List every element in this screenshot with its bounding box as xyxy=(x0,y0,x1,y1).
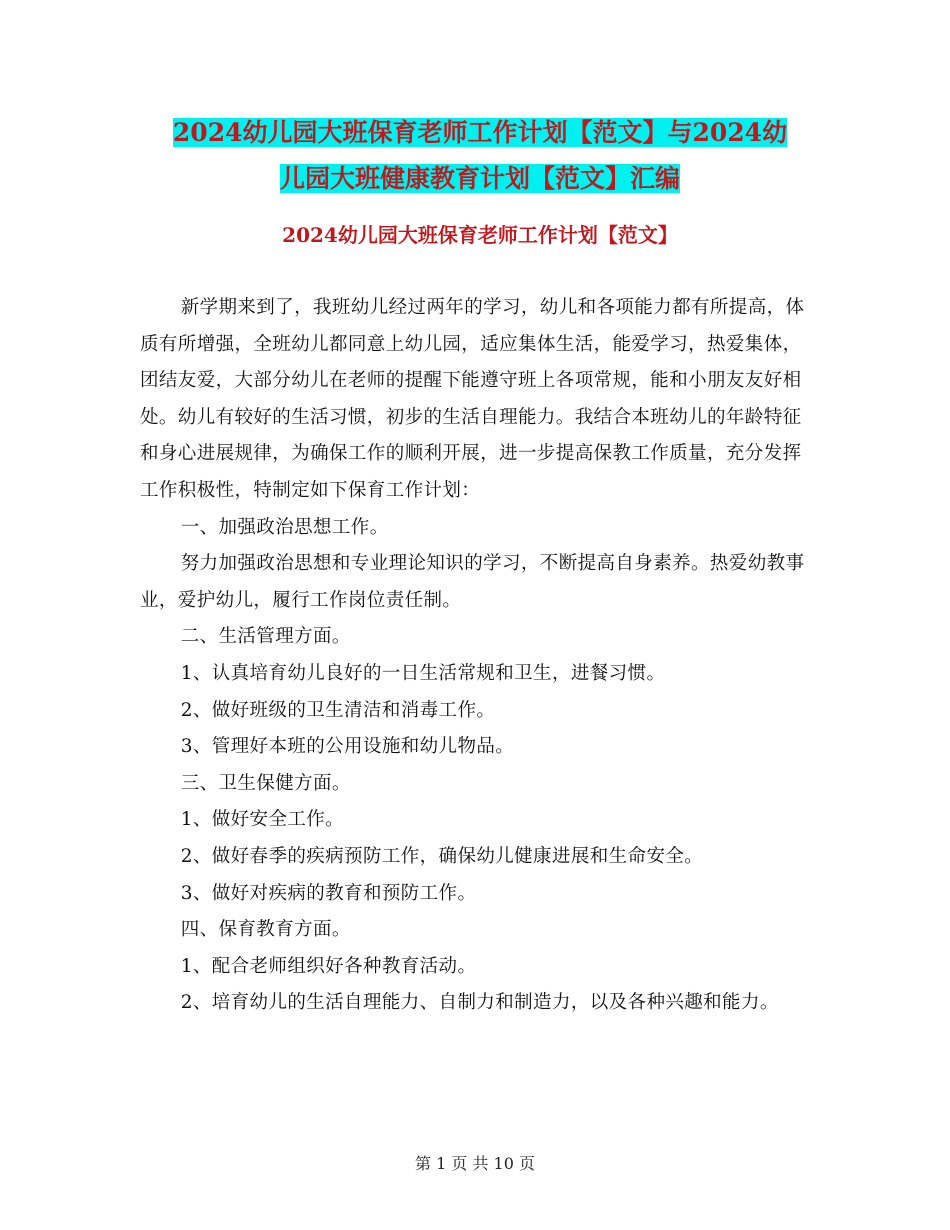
document-main-title xyxy=(140,110,820,202)
paragraph: 1、认真培育幼儿良好的一日生活常规和卫生，进餐习惯。 xyxy=(180,662,666,684)
page-footer: 第 1 页 共 10 页 xyxy=(415,1154,535,1173)
paragraph: 一、加强政治思想工作。 xyxy=(180,516,389,538)
paragraph: 2、培育幼儿的生活自理能力、自制力和制造力，以及各种兴趣和能力。 xyxy=(180,992,779,1014)
paragraph: 新学期来到了，我班幼儿经过两年的学习，幼儿和各项能力都有所提高，体质有所增强，全班幼儿都同意上幼儿园，适应集体生活，能爱学习，热爱集体，团结友爱，大部分幼儿在老师的提醒下能遵守班上各项常规，能和小朋友友好相处。幼儿有较好的生活习惯，初步的生活自理能力。我结合本班幼儿的年龄特征和身心进展规律，为确保工作的顺利开展，进一步提高保教工作质量，充分发挥工作积极性，特制定如下保育工作计划： xyxy=(140,297,805,501)
main-title-line-1: 2024幼儿园大班保育老师工作计划【范文】与2024幼 xyxy=(172,118,788,147)
paragraph: 三、卫生保健方面。 xyxy=(180,772,351,794)
paragraph: 二、生活管理方面。 xyxy=(180,626,351,648)
section-title: 2024幼儿园大班保育老师工作计划【范文】 xyxy=(282,223,678,247)
document-body xyxy=(140,290,820,1022)
paragraph: 1、做好安全工作。 xyxy=(180,809,345,831)
paragraph: 努力加强政治思想和专业理论知识的学习，不断提高自身素养。热爱幼教事业，爱护幼儿，履行工作岗位责任制。 xyxy=(140,553,805,611)
paragraph: 3、做好对疾病的教育和预防工作。 xyxy=(180,882,477,904)
paragraph: 2、做好春季的疾病预防工作，确保幼儿健康进展和生命安全。 xyxy=(180,845,704,867)
paragraph: 3、管理好本班的公用设施和幼儿物品。 xyxy=(180,736,515,758)
paragraph: 1、配合老师组织好各种教育活动。 xyxy=(180,955,477,977)
paragraph: 四、保育教育方面。 xyxy=(180,919,351,941)
main-title-line-2: 儿园大班健康教育计划【范文】汇编 xyxy=(279,164,680,193)
paragraph: 2、做好班级的卫生清洁和消毒工作。 xyxy=(180,699,496,721)
